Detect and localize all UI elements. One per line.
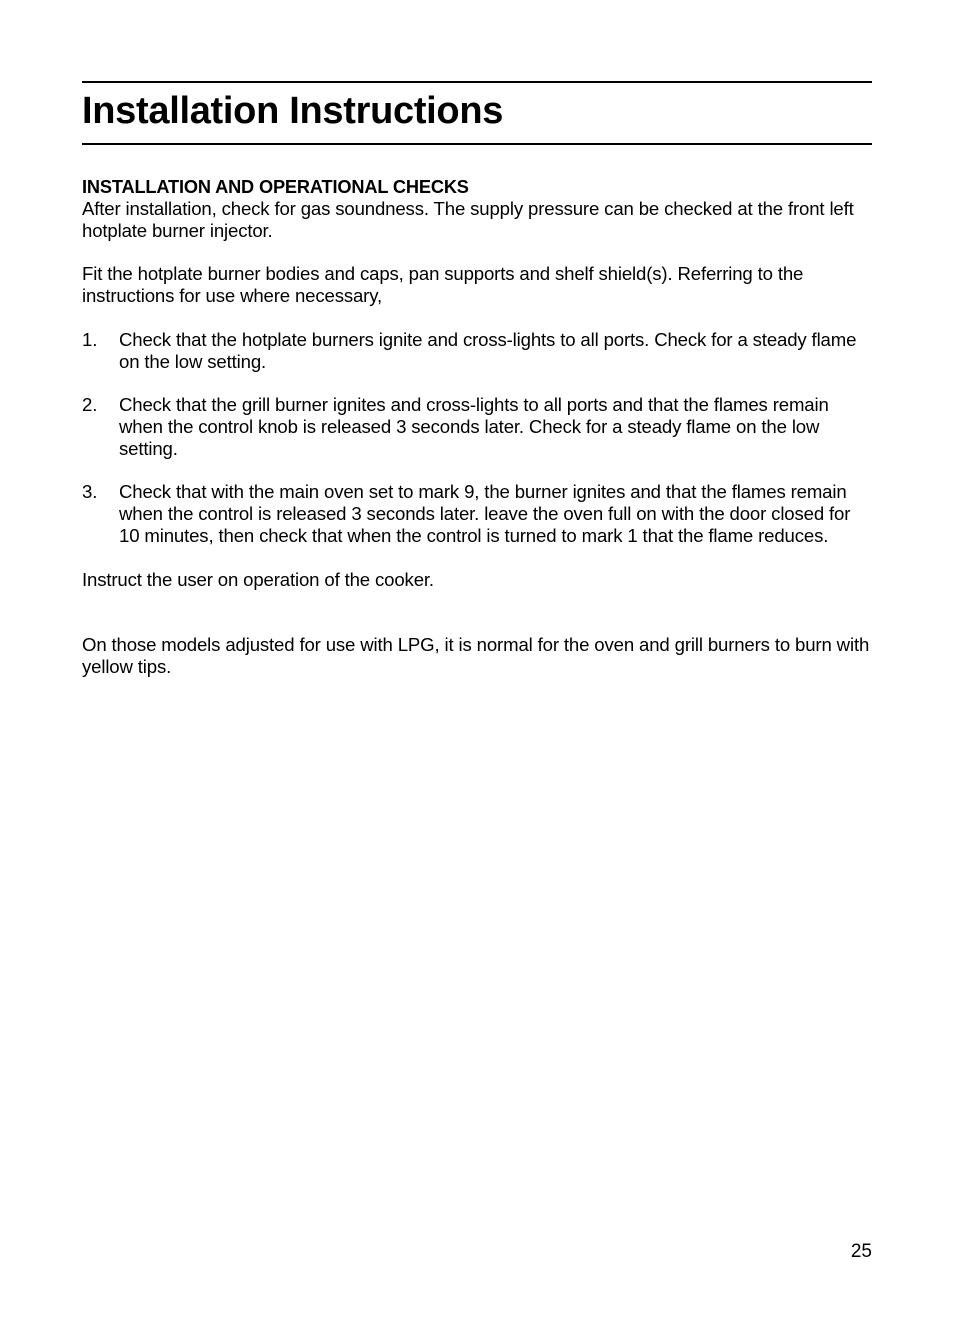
page-number: 25	[850, 1241, 872, 1262]
intro-paragraph: After installation, check for gas soundness. The supply pressure can be checked at the front left hotplate burner injector.	[82, 198, 854, 241]
list-item-text: Check that the hotplate burners ignite and cross-lights to all ports. Check for a steady flame on the low setting.	[119, 328, 857, 372]
list-item-number: 1.	[82, 328, 98, 350]
list-item-text: Check that with the main oven set to mark 9, the burner ignites and that the flames remain when the control is released 3 seconds later. leave the oven full on with the door closed for 10 minutes, then check that when the control is turned to mark 1 that the flame reduces.	[119, 481, 851, 546]
title-bottom-rule	[82, 143, 872, 145]
section-heading: INSTALLATION AND OPERATIONAL CHECKS	[82, 177, 469, 197]
fit-paragraph: Fit the hotplate burner bodies and caps, pan supports and shelf shield(s). Referring to the instructions for use where necessary,	[82, 263, 804, 307]
instruct-paragraph: Instruct the user on operation of the cooker.	[82, 568, 434, 590]
page-title: Installation Instructions	[82, 90, 504, 132]
list-item	[82, 481, 872, 546]
list-item	[82, 394, 872, 459]
checks-list	[82, 329, 872, 547]
title-top-rule	[82, 81, 872, 83]
list-item-text: Check that the grill burner ignites and cross-lights to all ports and that the flames remain when the control knob is released 3 seconds later. Check for a steady flame on the low setting.	[119, 394, 829, 459]
list-item-number: 3.	[82, 481, 98, 503]
body-content	[82, 176, 872, 678]
lpg-paragraph: On those models adjusted for use with LPG, it is normal for the oven and grill burners to burn with yellow tips.	[82, 633, 870, 677]
list-item	[82, 329, 872, 373]
list-item-number: 2.	[82, 394, 98, 416]
